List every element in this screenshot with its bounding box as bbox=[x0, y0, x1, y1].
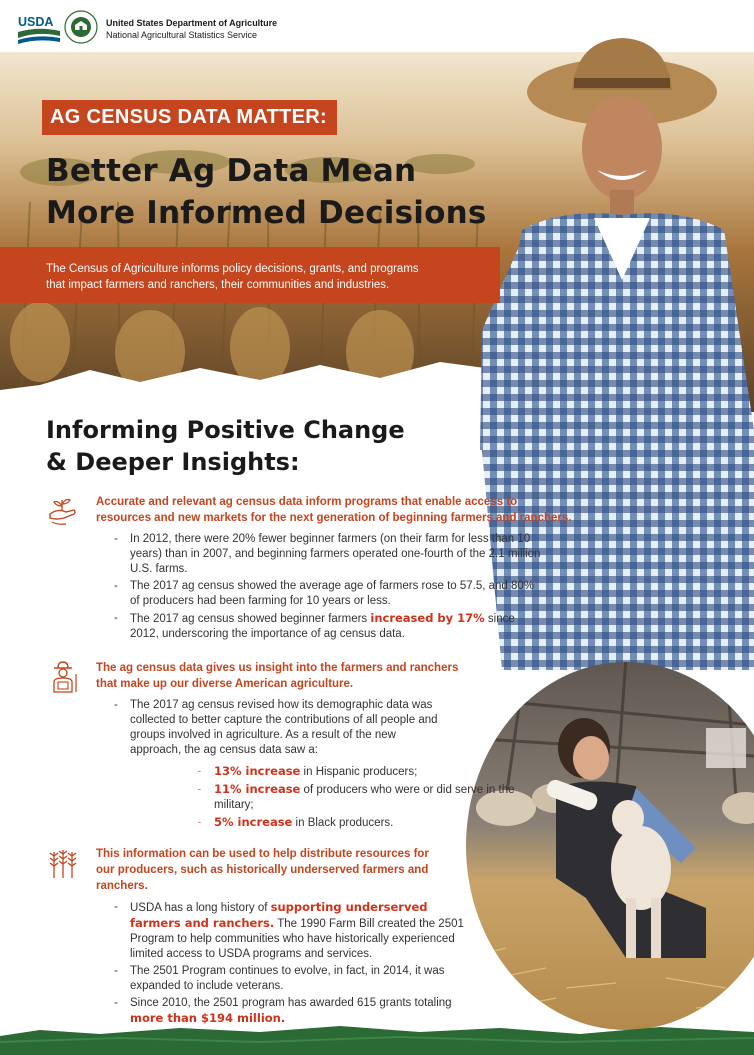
agency-name bbox=[106, 17, 277, 41]
intro-line-1: The Census of Agriculture informs policy decisions, grants, and programs bbox=[46, 263, 419, 275]
highlight-grant-total: more than $194 million. bbox=[130, 1011, 286, 1025]
highlight-increase: increased by 17% bbox=[370, 611, 485, 625]
usda-logo bbox=[18, 14, 60, 46]
sub-list-item bbox=[198, 815, 528, 831]
block-lead bbox=[96, 660, 476, 692]
list-item bbox=[114, 698, 515, 831]
info-block-underserved bbox=[46, 846, 476, 1029]
list-item: - The 2501 Program continues to evolve, in fact, in 2014, it was expanded to include veterans. bbox=[114, 964, 464, 994]
intro-banner bbox=[0, 247, 500, 303]
wheat-icon bbox=[46, 846, 80, 880]
headline-line-1: Better Ag Data Mean bbox=[46, 153, 417, 189]
sub-list-item-text: in Hispanic producers; bbox=[300, 766, 418, 778]
highlight-increase: 5% increase bbox=[214, 815, 293, 829]
info-block-demographics bbox=[46, 660, 515, 833]
section-title-line-2: & Deeper Insights: bbox=[46, 448, 300, 476]
agency-department: United States Department of Agriculture bbox=[106, 18, 278, 28]
list-item-text: Since 2010, the 2501 program has awarded 615 grants totaling bbox=[130, 997, 452, 1009]
sub-list-item-text: in Black producers. bbox=[292, 817, 394, 829]
highlight-underserved: supporting underserved farmers and ranchers. bbox=[130, 900, 428, 930]
info-block-beginning-farmers bbox=[46, 494, 606, 644]
farmer-icon bbox=[46, 660, 80, 694]
intro-line-2: that impact farmers and ranchers, their communities and industries. bbox=[46, 279, 390, 291]
list-item-text: The 1990 Farm Bill created the 2501 Program to help communities who have historically experienced limited access to USDA programs and services. bbox=[130, 918, 464, 960]
lead-line-1: The ag census data gives us insight into the farmers and ranchers bbox=[96, 662, 459, 674]
highlight-increase: 11% increase bbox=[214, 782, 301, 796]
bullet-list bbox=[114, 698, 515, 831]
list-item-text: The 2017 ag census revised how its demographic data was collected to better capture the contributions of all people and groups involved in agriculture. As a result of the new approach, the ag census data saw a: bbox=[130, 699, 438, 756]
list-item: - In 2012, there were 20% fewer beginner farmers (on their farm for less than 10 years) than in 2007, and beginning farmers operated one-fourth of the 2.1 million U.S. farms. bbox=[114, 532, 544, 577]
block-lead bbox=[96, 494, 606, 526]
list-item-text: The 2017 ag census showed beginner farmers bbox=[130, 613, 371, 625]
agriculture-counts-seal-icon bbox=[64, 10, 98, 44]
sub-list-item bbox=[198, 782, 528, 813]
bullet-list bbox=[114, 900, 464, 1027]
highlight-increase: 13% increase bbox=[214, 764, 301, 778]
list-item: - The 2017 ag census showed the average age of farmers rose to 57.5, and 80% of producers had been farming for 10 years or less. bbox=[114, 579, 544, 609]
section-title-line-1: Informing Positive Change bbox=[46, 416, 405, 444]
lead-line-2: that make up our diverse American agriculture. bbox=[96, 678, 354, 690]
green-brush-stroke bbox=[0, 1022, 754, 1055]
page-headline bbox=[46, 150, 516, 234]
sub-list bbox=[198, 764, 528, 831]
list-item-text: since 2012, underscoring the importance of ag census data. bbox=[130, 613, 515, 640]
list-item-text: USDA has a long history of bbox=[130, 902, 271, 914]
bullet-list bbox=[114, 532, 544, 642]
list-item bbox=[114, 900, 464, 962]
ag-census-tag: AG CENSUS DATA MATTER: bbox=[42, 100, 337, 135]
section-title bbox=[46, 414, 476, 478]
block-lead: This information can be used to help distribute resources for our producers, such as historically underserved farmers and ranchers. bbox=[96, 848, 429, 892]
lead-line-2: resources and new markets for the next generation of beginning farmers and ranchers. bbox=[96, 512, 572, 524]
sub-list-item-text: of producers who were or did serve in the military; bbox=[214, 784, 515, 811]
lead-line-1: Accurate and relevant ag census data inform programs that enable access to bbox=[96, 496, 518, 508]
lamb-feeding-photo bbox=[466, 658, 754, 1030]
headline-line-2: More Informed Decisions bbox=[46, 195, 487, 231]
svg-text:USDA: USDA bbox=[18, 15, 54, 29]
list-item bbox=[114, 611, 544, 642]
agency-service: National Agricultural Statistics Service bbox=[106, 30, 258, 40]
hand-seedling-icon bbox=[46, 494, 80, 528]
sub-list-item bbox=[198, 764, 528, 780]
